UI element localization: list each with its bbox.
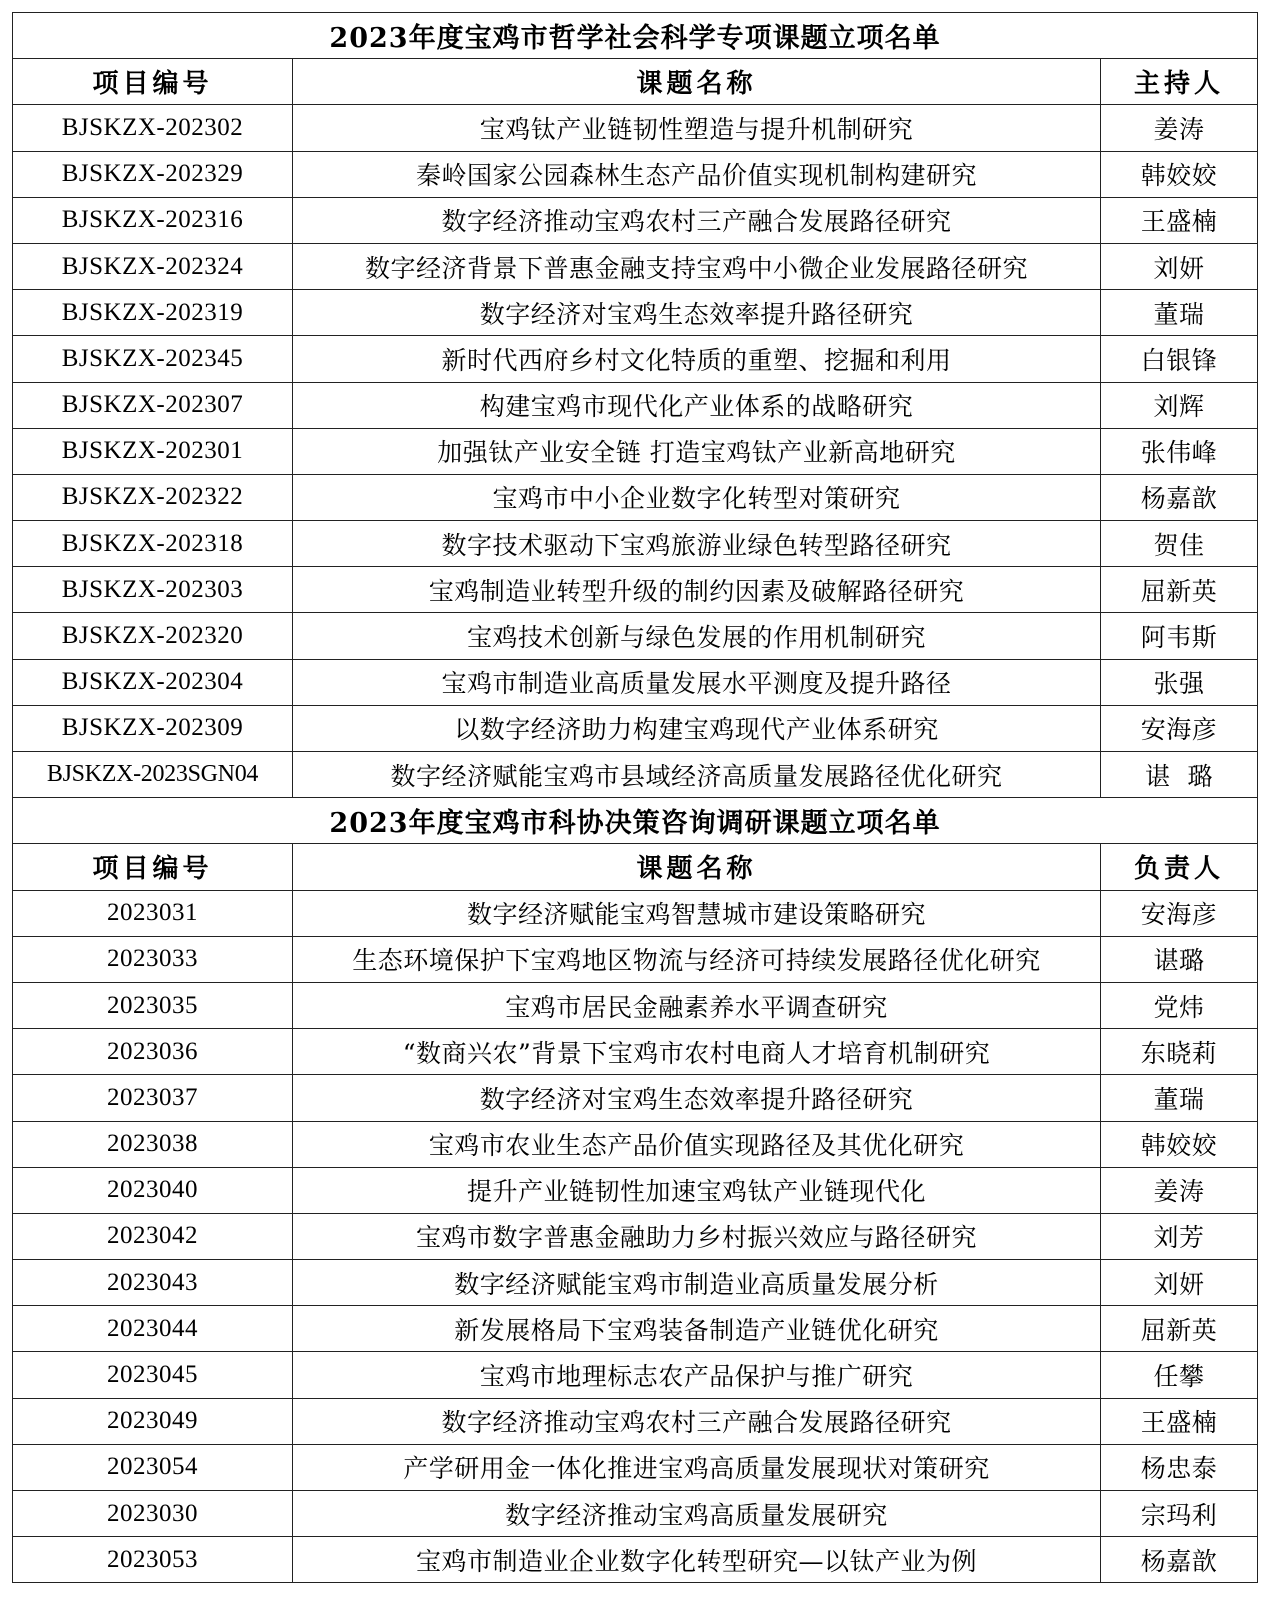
project-title-cell: 产学研用金一体化推进宝鸡高质量发展现状对策研究 bbox=[293, 1444, 1101, 1490]
table-row bbox=[13, 105, 1258, 151]
project-code-cell: 2023035 bbox=[13, 982, 293, 1028]
table-row bbox=[13, 290, 1258, 336]
table-row bbox=[13, 752, 1258, 798]
project-code-cell: BJSKZX-202320 bbox=[13, 613, 293, 659]
table-row bbox=[13, 659, 1258, 705]
project-code-cell: BJSKZX-202329 bbox=[13, 151, 293, 197]
project-code-cell: 2023040 bbox=[13, 1167, 293, 1213]
host-name-cell: 谌 璐 bbox=[1101, 752, 1258, 798]
host-name-cell: 董瑞 bbox=[1101, 1075, 1258, 1121]
project-code-cell: BJSKZX-202302 bbox=[13, 105, 293, 151]
table-row bbox=[13, 1398, 1258, 1444]
table-row bbox=[13, 1029, 1258, 1075]
section-title: 2023年度宝鸡市哲学社会科学专项课题立项名单 bbox=[13, 13, 1258, 59]
host-name-cell: 张伟峰 bbox=[1101, 428, 1258, 474]
table-row bbox=[13, 521, 1258, 567]
table-row bbox=[13, 243, 1258, 289]
project-code-cell: BJSKZX-202301 bbox=[13, 428, 293, 474]
project-title-cell: 数字经济赋能宝鸡智慧城市建设策略研究 bbox=[293, 890, 1101, 936]
table-row bbox=[13, 1121, 1258, 1167]
host-name-cell: 杨嘉歆 bbox=[1101, 474, 1258, 520]
project-title-cell: 以数字经济助力构建宝鸡现代产业体系研究 bbox=[293, 705, 1101, 751]
project-code-cell: BJSKZX-202303 bbox=[13, 567, 293, 613]
header-row bbox=[13, 59, 1258, 105]
project-code-cell: BJSKZX-202345 bbox=[13, 336, 293, 382]
column-header-host: 主持人 bbox=[1101, 59, 1258, 105]
project-code-cell: BJSKZX-202324 bbox=[13, 243, 293, 289]
project-code-cell: BJSKZX-202319 bbox=[13, 290, 293, 336]
host-name-cell: 刘妍 bbox=[1101, 243, 1258, 289]
host-name-cell: 东晓莉 bbox=[1101, 1029, 1258, 1075]
project-title-cell: 秦岭国家公园森林生态产品价值实现机制构建研究 bbox=[293, 151, 1101, 197]
project-title-cell: 生态环境保护下宝鸡地区物流与经济可持续发展路径优化研究 bbox=[293, 936, 1101, 982]
table-row bbox=[13, 1537, 1258, 1583]
project-code-cell: 2023053 bbox=[13, 1537, 293, 1583]
project-code-cell: BJSKZX-2023SGN04 bbox=[13, 752, 293, 798]
column-header-code: 项目编号 bbox=[13, 844, 293, 890]
host-name-cell: 杨忠泰 bbox=[1101, 1444, 1258, 1490]
project-title-cell: 数字经济赋能宝鸡市县域经济高质量发展路径优化研究 bbox=[293, 752, 1101, 798]
host-name-cell: 姜涛 bbox=[1101, 1167, 1258, 1213]
project-title-cell: 宝鸡市制造业企业数字化转型研究—以钛产业为例 bbox=[293, 1537, 1101, 1583]
project-title-cell: 数字经济赋能宝鸡市制造业高质量发展分析 bbox=[293, 1260, 1101, 1306]
table-row bbox=[13, 1352, 1258, 1398]
table-row bbox=[13, 982, 1258, 1028]
table-row bbox=[13, 1213, 1258, 1259]
project-code-cell: 2023054 bbox=[13, 1444, 293, 1490]
project-title-cell: 构建宝鸡市现代化产业体系的战略研究 bbox=[293, 382, 1101, 428]
project-title-cell: 宝鸡技术创新与绿色发展的作用机制研究 bbox=[293, 613, 1101, 659]
project-code-cell: 2023044 bbox=[13, 1306, 293, 1352]
project-code-cell: BJSKZX-202316 bbox=[13, 197, 293, 243]
project-code-cell: BJSKZX-202304 bbox=[13, 659, 293, 705]
host-name-cell: 贺佳 bbox=[1101, 521, 1258, 567]
table-row bbox=[13, 936, 1258, 982]
section1-title-row bbox=[13, 13, 1258, 59]
project-title-cell: 新时代西府乡村文化特质的重塑、挖掘和利用 bbox=[293, 336, 1101, 382]
column-header-code: 项目编号 bbox=[13, 59, 293, 105]
project-title-cell: 宝鸡市中小企业数字化转型对策研究 bbox=[293, 474, 1101, 520]
table-row bbox=[13, 1260, 1258, 1306]
project-code-cell: 2023049 bbox=[13, 1398, 293, 1444]
project-title-cell: 数字经济推动宝鸡高质量发展研究 bbox=[293, 1491, 1101, 1537]
project-title-cell: 数字经济对宝鸡生态效率提升路径研究 bbox=[293, 1075, 1101, 1121]
project-title-cell: 数字经济推动宝鸡农村三产融合发展路径研究 bbox=[293, 1398, 1101, 1444]
host-name-cell: 姜涛 bbox=[1101, 105, 1258, 151]
host-name-cell: 安海彦 bbox=[1101, 705, 1258, 751]
host-name-cell: 王盛楠 bbox=[1101, 197, 1258, 243]
table-row bbox=[13, 1444, 1258, 1490]
project-code-cell: BJSKZX-202307 bbox=[13, 382, 293, 428]
table-row bbox=[13, 1306, 1258, 1352]
project-title-cell: 宝鸡市数字普惠金融助力乡村振兴效应与路径研究 bbox=[293, 1213, 1101, 1259]
header-row bbox=[13, 844, 1258, 890]
project-code-cell: 2023043 bbox=[13, 1260, 293, 1306]
project-code-cell: 2023031 bbox=[13, 890, 293, 936]
project-code-cell: 2023036 bbox=[13, 1029, 293, 1075]
table-row bbox=[13, 567, 1258, 613]
project-code-cell: BJSKZX-202309 bbox=[13, 705, 293, 751]
project-code-cell: 2023042 bbox=[13, 1213, 293, 1259]
host-name-cell: 屈新英 bbox=[1101, 567, 1258, 613]
host-name-cell: 屈新英 bbox=[1101, 1306, 1258, 1352]
host-name-cell: 刘辉 bbox=[1101, 382, 1258, 428]
project-title-cell: 数字经济对宝鸡生态效率提升路径研究 bbox=[293, 290, 1101, 336]
project-title-cell: 宝鸡钛产业链韧性塑造与提升机制研究 bbox=[293, 105, 1101, 151]
table-row bbox=[13, 705, 1258, 751]
table-row bbox=[13, 151, 1258, 197]
host-name-cell: 刘芳 bbox=[1101, 1213, 1258, 1259]
project-title-cell: 宝鸡制造业转型升级的制约因素及破解路径研究 bbox=[293, 567, 1101, 613]
host-name-cell: 韩姣姣 bbox=[1101, 151, 1258, 197]
project-title-cell: 宝鸡市制造业高质量发展水平测度及提升路径 bbox=[293, 659, 1101, 705]
project-code-cell: BJSKZX-202322 bbox=[13, 474, 293, 520]
host-name-cell: 王盛楠 bbox=[1101, 1398, 1258, 1444]
project-title-cell: 加强钛产业安全链 打造宝鸡钛产业新高地研究 bbox=[293, 428, 1101, 474]
host-name-cell: 张强 bbox=[1101, 659, 1258, 705]
table-row bbox=[13, 428, 1258, 474]
column-header-title: 课题名称 bbox=[293, 59, 1101, 105]
column-header-host: 负责人 bbox=[1101, 844, 1258, 890]
table-body bbox=[13, 13, 1258, 1583]
host-name-cell: 董瑞 bbox=[1101, 290, 1258, 336]
project-title-cell: 宝鸡市地理标志农产品保护与推广研究 bbox=[293, 1352, 1101, 1398]
column-header-title: 课题名称 bbox=[293, 844, 1101, 890]
project-title-cell: 宝鸡市农业生态产品价值实现路径及其优化研究 bbox=[293, 1121, 1101, 1167]
table-row bbox=[13, 613, 1258, 659]
project-title-cell: “数商兴农”背景下宝鸡市农村电商人才培育机制研究 bbox=[293, 1029, 1101, 1075]
section2-title-row bbox=[13, 798, 1258, 844]
project-title-cell: 提升产业链韧性加速宝鸡钛产业链现代化 bbox=[293, 1167, 1101, 1213]
project-code-cell: BJSKZX-202318 bbox=[13, 521, 293, 567]
project-title-cell: 数字经济推动宝鸡农村三产融合发展路径研究 bbox=[293, 197, 1101, 243]
host-name-cell: 安海彦 bbox=[1101, 890, 1258, 936]
project-code-cell: 2023033 bbox=[13, 936, 293, 982]
table-row bbox=[13, 197, 1258, 243]
project-title-cell: 数字技术驱动下宝鸡旅游业绿色转型路径研究 bbox=[293, 521, 1101, 567]
host-name-cell: 刘妍 bbox=[1101, 1260, 1258, 1306]
table-row bbox=[13, 474, 1258, 520]
project-title-cell: 宝鸡市居民金融素养水平调查研究 bbox=[293, 982, 1101, 1028]
host-name-cell: 杨嘉歆 bbox=[1101, 1537, 1258, 1583]
section-title: 2023年度宝鸡市科协决策咨询调研课题立项名单 bbox=[13, 798, 1258, 844]
project-title-cell: 数字经济背景下普惠金融支持宝鸡中小微企业发展路径研究 bbox=[293, 243, 1101, 289]
project-code-cell: 2023037 bbox=[13, 1075, 293, 1121]
table-row bbox=[13, 890, 1258, 936]
host-name-cell: 谌璐 bbox=[1101, 936, 1258, 982]
table-row bbox=[13, 1075, 1258, 1121]
table-row bbox=[13, 1167, 1258, 1213]
host-name-cell: 任攀 bbox=[1101, 1352, 1258, 1398]
host-name-cell: 党炜 bbox=[1101, 982, 1258, 1028]
host-name-cell: 宗玛利 bbox=[1101, 1491, 1258, 1537]
host-name-cell: 阿韦斯 bbox=[1101, 613, 1258, 659]
project-code-cell: 2023038 bbox=[13, 1121, 293, 1167]
host-name-cell: 白银锋 bbox=[1101, 336, 1258, 382]
project-code-cell: 2023030 bbox=[13, 1491, 293, 1537]
project-title-cell: 新发展格局下宝鸡装备制造产业链优化研究 bbox=[293, 1306, 1101, 1352]
project-list-table bbox=[12, 12, 1258, 1583]
table-row bbox=[13, 336, 1258, 382]
host-name-cell: 韩姣姣 bbox=[1101, 1121, 1258, 1167]
table-row bbox=[13, 1491, 1258, 1537]
table-row bbox=[13, 382, 1258, 428]
project-code-cell: 2023045 bbox=[13, 1352, 293, 1398]
